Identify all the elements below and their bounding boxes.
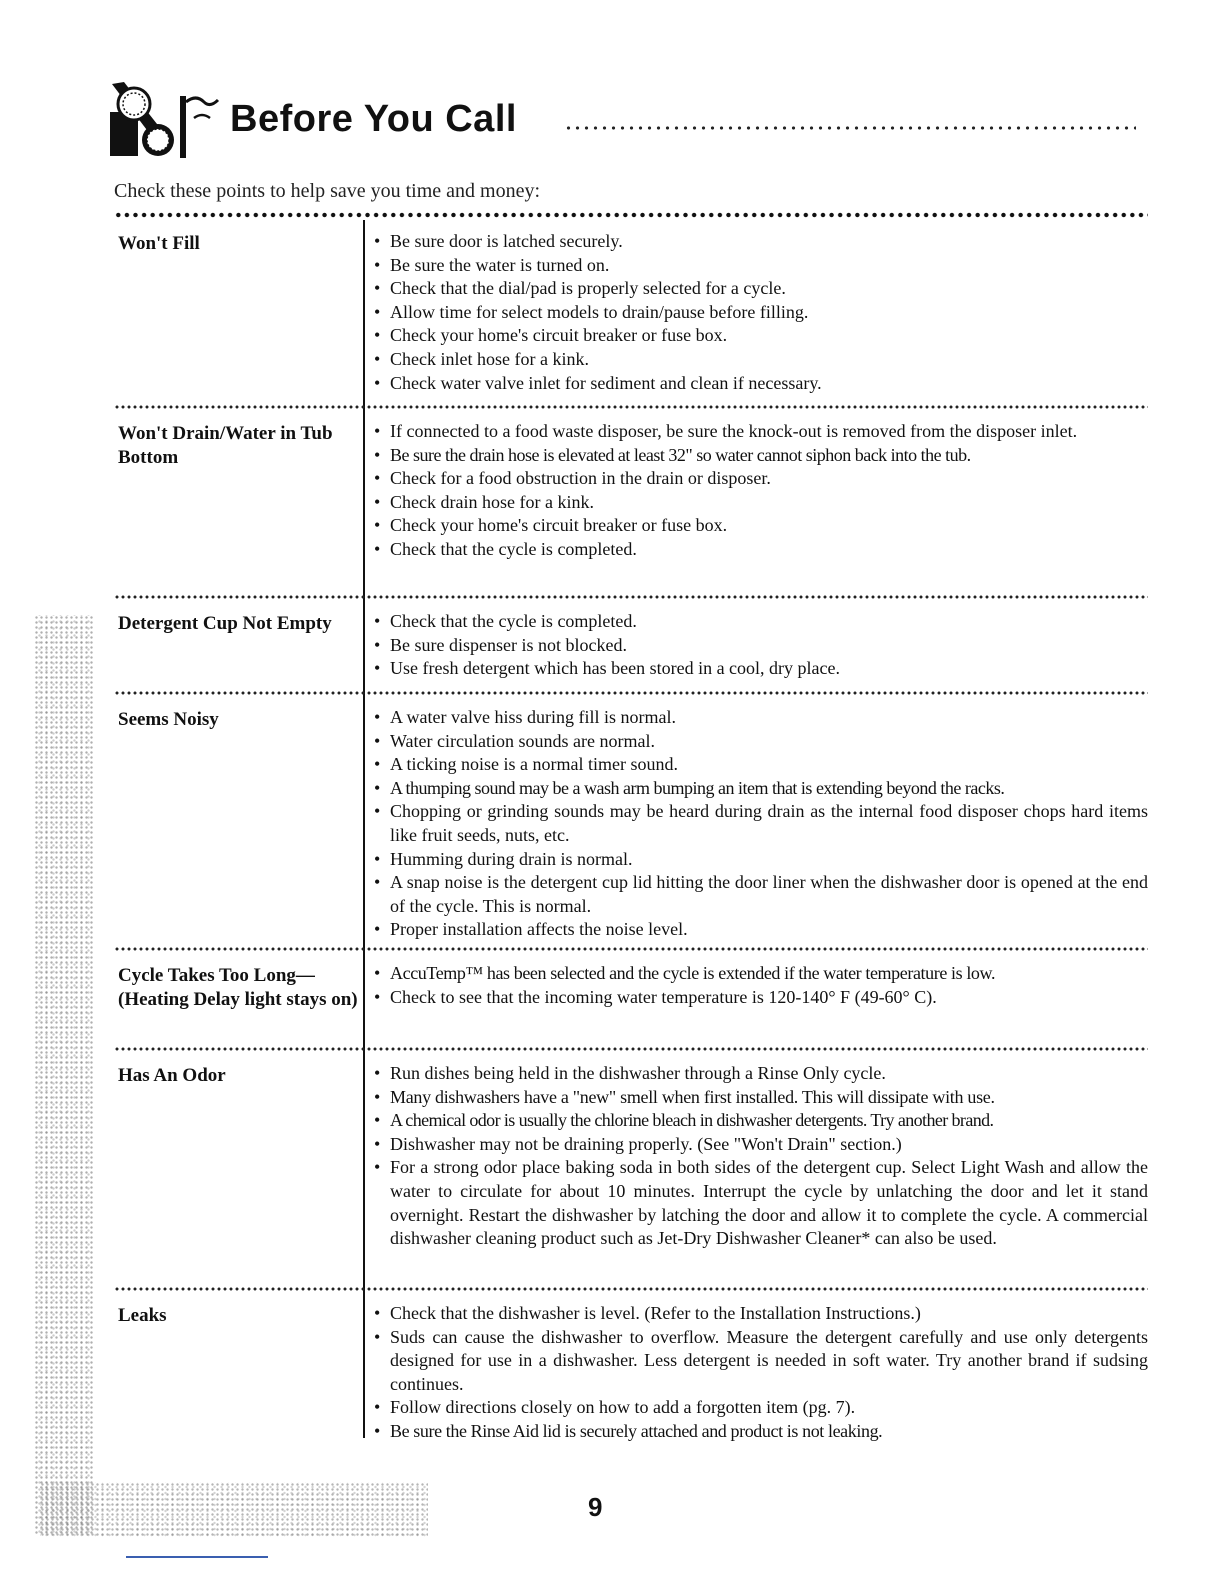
- solution-item: • A ticking noise is a normal timer sound.: [372, 753, 1148, 777]
- solution-item: • Suds can cause the dishwasher to overflow. Measure the detergent carefully and use only detergents designed for use in a dishwasher. Less detergent is needed in soft water. Try another brand if sudsing continues.: [372, 1326, 1148, 1397]
- solution-item: • Proper installation affects the noise level.: [372, 918, 1148, 942]
- problem-label: Seems Noisy: [118, 709, 219, 730]
- problem-label: Won't Fill: [118, 233, 200, 254]
- solution-item: • Run dishes being held in the dishwasher through a Rinse Only cycle.: [372, 1062, 1148, 1086]
- solution-item: • Check drain hose for a kink.: [372, 491, 1148, 515]
- problem-label: Detergent Cup Not Empty: [118, 613, 332, 634]
- table-row: [114, 952, 1148, 1052]
- solution-item: • Check inlet hose for a kink.: [372, 348, 1148, 372]
- problem-label: Has An Odor: [118, 1065, 226, 1086]
- solution-item: • Dishwasher may not be draining properly. (See "Won't Drain" section.): [372, 1133, 1148, 1157]
- page-header: [110, 78, 1150, 162]
- solution-item: • Use fresh detergent which has been stored in a cool, dry place.: [372, 657, 1148, 681]
- solution-item: • Check water valve inlet for sediment and clean if necessary.: [372, 372, 1148, 396]
- solution-item: • A water valve hiss during fill is normal.: [372, 706, 1148, 730]
- solution-item: • If connected to a food waste disposer, be sure the knock-out is removed from the disposer inlet.: [372, 420, 1148, 444]
- solution-item: • For a strong odor place baking soda in both sides of the detergent cup. Select Light Wash and allow the water to circulate for about 10 minutes. Interrupt the cycle by unlatching the door and let it stand overnight. Restart the dishwasher by latching the door and allow it to complete the cycle. A commercial dishwasher cleaning product such as Jet-Dry Dishwasher Cleaner* can also be used.: [372, 1156, 1148, 1250]
- solution-item: • Be sure the water is turned on.: [372, 254, 1148, 278]
- solution-list: [372, 420, 1148, 562]
- solution-list: [372, 962, 1148, 1009]
- solution-item: • Check that the dishwasher is level. (Refer to the Installation Instructions.): [372, 1302, 1148, 1326]
- table-row: [114, 220, 1148, 410]
- solution-item: • Check that the cycle is completed.: [372, 538, 1148, 562]
- solution-item: • Check that the cycle is completed.: [372, 610, 1148, 634]
- solution-item: • Humming during drain is normal.: [372, 848, 1148, 872]
- solution-list: [372, 706, 1148, 942]
- solution-item: • Follow directions closely on how to add a forgotten item (pg. 7).: [372, 1396, 1148, 1420]
- page-number: 9: [588, 1492, 603, 1522]
- table-row: [114, 696, 1148, 952]
- top-dotted-rule: [114, 211, 1148, 219]
- page-title: Before You Call: [230, 98, 517, 140]
- solution-item: • Many dishwashers have a "new" smell when first installed. This will dissipate with use.: [372, 1086, 1148, 1110]
- problem-label: Leaks: [118, 1305, 167, 1326]
- problem-label: Won't Drain/Water in Tub Bottom: [118, 423, 333, 468]
- solution-item: • Allow time for select models to drain/pause before filling.: [372, 301, 1148, 325]
- solution-item: • A chemical odor is usually the chlorine bleach in dishwasher detergents. Try another brand.: [372, 1109, 1148, 1133]
- table-row: [114, 1292, 1148, 1442]
- footer-blue-line: [126, 1556, 268, 1558]
- bottom-margin-stipple: [40, 1482, 428, 1538]
- solution-item: • Be sure door is latched securely.: [372, 230, 1148, 254]
- table-row: [114, 600, 1148, 696]
- solution-list: [372, 1302, 1148, 1444]
- solution-item: • Check to see that the incoming water temperature is 120-140° F (49-60° C).: [372, 986, 1148, 1010]
- solution-list: [372, 1062, 1148, 1251]
- left-margin-stipple: [34, 615, 94, 1535]
- solution-item: • Check for a food obstruction in the drain or disposer.: [372, 467, 1148, 491]
- solution-item: • Check that the dial/pad is properly selected for a cycle.: [372, 277, 1148, 301]
- table-row: [114, 410, 1148, 600]
- solution-item: • AccuTemp™ has been selected and the cycle is extended if the water temperature is low.: [372, 962, 1148, 986]
- intro-text: Check these points to help save you time and money:: [114, 180, 541, 202]
- table-row: [114, 1052, 1148, 1292]
- title-dot-leader: [564, 124, 1136, 132]
- dishwasher-tools-icon: [110, 78, 222, 162]
- solution-item: • Water circulation sounds are normal.: [372, 730, 1148, 754]
- solution-item: • A thumping sound may be a wash arm bumping an item that is extending beyond the racks.: [372, 777, 1148, 801]
- troubleshooting-table: [114, 220, 1148, 1442]
- solution-item: • Chopping or grinding sounds may be heard during drain as the internal food disposer chops hard items like fruit seeds, nuts, etc.: [372, 800, 1148, 847]
- solution-item: • Be sure the drain hose is elevated at least 32" so water cannot siphon back into the tub.: [372, 444, 1148, 468]
- solution-item: • Check your home's circuit breaker or fuse box.: [372, 514, 1148, 538]
- solution-list: [372, 610, 1148, 681]
- problem-label: Cycle Takes Too Long—(Heating Delay light stays on): [118, 965, 358, 1010]
- solution-item: • Be sure the Rinse Aid lid is securely attached and product is not leaking.: [372, 1420, 1148, 1444]
- solution-item: • A snap noise is the detergent cup lid hitting the door liner when the dishwasher door is opened at the end of the cycle. This is normal.: [372, 871, 1148, 918]
- solution-item: • Be sure dispenser is not blocked.: [372, 634, 1148, 658]
- solution-list: [372, 230, 1148, 395]
- solution-item: • Check your home's circuit breaker or fuse box.: [372, 324, 1148, 348]
